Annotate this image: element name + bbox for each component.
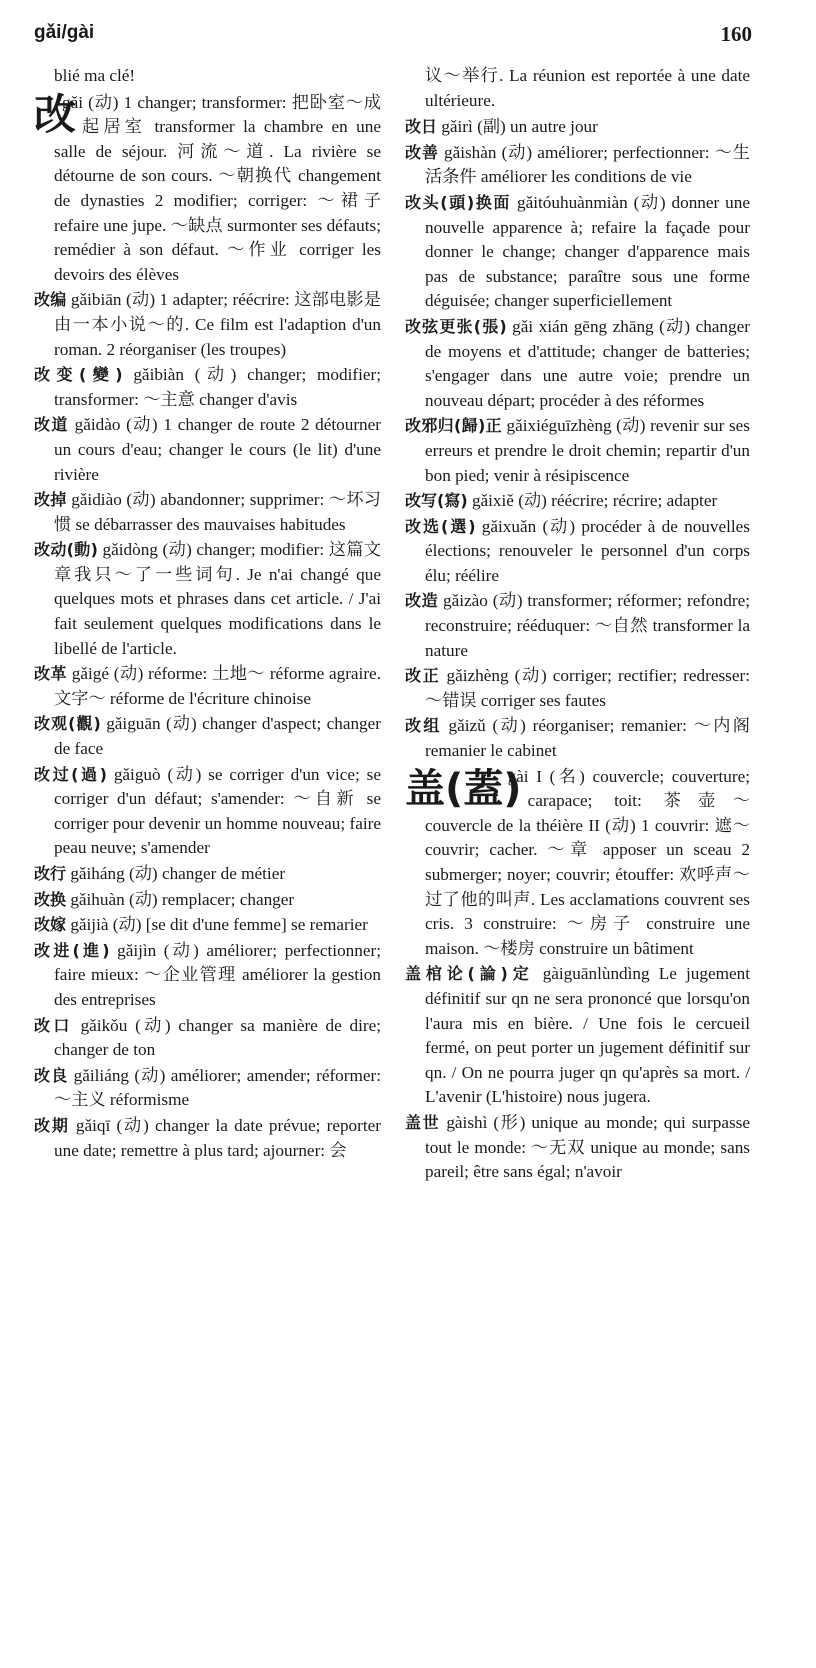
entry-definition: gǎijìn (动) améliorer; perfectionner; faire mieux: ～企业管理 améliorer la gestion des entreprises [54, 940, 381, 1009]
continued-text: blié ma clé! [54, 66, 136, 85]
left-column [34, 64, 381, 1164]
entry-headword: 改头(頭)换面 [405, 192, 512, 212]
entry-definition: gǎishàn (动) améliorer; perfectionner: ～生活条件 améliorer les conditions de vie [425, 142, 750, 187]
entry-headword: 改变(變) [34, 365, 123, 385]
entry-headword: 改过(過) [34, 764, 107, 784]
dictionary-entry [34, 1014, 381, 1063]
entry-definition: gǎibiàn (动) changer; modifier; transformer: ～主意 changer d'avis [54, 365, 381, 409]
dictionary-entry [34, 862, 381, 887]
right-column [405, 64, 750, 1186]
entry-headword: 改组 [405, 716, 442, 736]
entry-headword: 改良 [34, 1065, 69, 1085]
entry-definition: gǎidiào (动) abandonner; supprimer: ～坏习惯 se débarrasser des mauvaises habitudes [54, 490, 381, 534]
entry-definition: gǎizhèng (动) corriger; rectifier; redresser: ～错误 corriger ses fautes [425, 666, 750, 710]
dictionary-entry [34, 712, 381, 761]
entry-headword: 改正 [405, 666, 441, 686]
entry-definition: gǎiháng (动) changer de métier [66, 864, 286, 883]
dictionary-entry [405, 315, 750, 413]
entry-headword: 改造 [405, 591, 439, 611]
entry-headword: 改邪归(歸)正 [405, 416, 502, 436]
entry-definition: gǎibiān (动) 1 adapter; réécrire: 这部电影是由一本小说～的. Ce film est l'adaption d'un roman. 2 réorganiser (les troupes) [54, 290, 381, 359]
entry-headword: 改选(選) [405, 516, 476, 536]
entry-headword: 改行 [34, 864, 67, 883]
entry-headword: 改革 [34, 664, 67, 684]
dictionary-entry-main [34, 91, 381, 288]
dictionary-entry [34, 413, 381, 487]
entry-definition: gǎixiě (动) réécrire; récrire; adapter [467, 491, 718, 511]
entry-definition: gǎitóuhuànmiàn (动) donner une nouvelle apparence à; refaire la façade pour donner le change; changer d'apparence mais pas de substance; paraître sous une forme déguisée; changer superficiellement [425, 192, 750, 311]
entry-headword: 改日 [405, 117, 438, 137]
entry-headword: 改口 [34, 1015, 73, 1035]
dictionary-entry [405, 962, 750, 1110]
entry-headword: 改进(進) [34, 940, 110, 960]
dictionary-entry [34, 288, 381, 362]
dictionary-entry [34, 1114, 381, 1163]
entry-headword: 改观(觀) [34, 714, 101, 734]
dictionary-entry [34, 888, 381, 913]
entry-definition: gǎiguān (动) changer d'aspect; changer de face [54, 714, 381, 759]
dictionary-entry [405, 115, 750, 140]
dictionary-entry [405, 515, 750, 589]
dictionary-entry [405, 714, 750, 763]
entry-definition: gàishì (形) unique au monde; qui surpasse tout le monde: ～无双 unique au monde; sans pareil; être sans égal; n'avoir [425, 1112, 750, 1182]
entry-headword: 改动(動) [34, 540, 98, 560]
entry-headword: 改写(寫) [405, 491, 468, 511]
dictionary-entry [405, 1111, 750, 1185]
entry-definition: gǎixuǎn (动) procéder à de nouvelles élections; renouveler le personnel d'un corps élu; réélire [425, 516, 750, 585]
entry-definition: gǎigé (动) réforme: 土地～ réforme agraire. 文字～ réforme de l'écriture chinoise [54, 664, 381, 708]
dictionary-entry [34, 1064, 381, 1113]
dictionary-entry [34, 488, 381, 537]
entry-definition: gǎirì (副) un autre jour [437, 117, 598, 137]
entry-headword-large: 盖(蓋) [405, 765, 522, 812]
dictionary-entry [34, 363, 381, 412]
page-number: 160 [720, 22, 752, 46]
entry-headword: 改换 [34, 889, 67, 909]
entry-definition: gài I (名) couvercle; couverture; carapace; toit: 茶壶～ couvercle de la théière II (动) 1 couvrir: 遮～ couvrir; cacher. ～章 apposer un sceau 2 submerger; noyer; couvrir; étouffer: 欢呼声～过了他的叫声. Les acclamations couvrent ses cris. 3 construire: ～房子 construire une maison. ～楼房 construire un bâtiment [425, 766, 750, 958]
dictionary-entry [405, 191, 750, 314]
dictionary-entry [405, 489, 750, 514]
dictionary-entry [34, 763, 381, 861]
page-header [34, 22, 752, 52]
entry-headword: 改善 [405, 142, 439, 162]
entry-definition: gǎiliáng (动) améliorer; amender; réformer: ～主义 réformisme [54, 1065, 381, 1110]
entry-headword: 改弦更张(張) [405, 316, 507, 336]
entry-definition: gǎiguò (动) se corriger d'un vice; se corriger d'un défaut; s'amender: ～自新 se corriger pour devenir un homme nouveau; faire peau neuve; s'amender [54, 764, 381, 858]
entry-definition: gǎijià (动) [se dit d'une femme] se remarier [66, 915, 368, 935]
dictionary-entry-main [405, 765, 750, 962]
entry-headword: 改掉 [34, 490, 67, 510]
entry-definition: gǎi (动) 1 changer; transformer: 把卧室～成起居室 transformer la chambre en une salle de séjour. 河流～道. La rivière se détourne de son cours. ～朝换代 changement de dynasties 2 modifier; corriger: ～裙子 refaire une jupe. ～缺点 surmonter ses défauts; remédier à son défaut. ～作业 corriger les devoirs des élèves [54, 92, 381, 284]
entry-headword-large: 改 [34, 89, 77, 139]
entry-definition: gǎixiéguīzhèng (动) revenir sur ses erreurs et prendre le droit chemin; repartir d'un bon pied; venir à résipiscence [425, 416, 750, 485]
entry-definition: gǎidào (动) 1 changer de route 2 détourner un cours d'eau; changer le cours (le lit) d'une rivière [54, 415, 381, 484]
entry-definition: gàiguānlùndìng Le jugement définitif sur qn ne sera prononcé que lorsqu'on l'aura mis en bière. / Une fois le cercueil fermé, on peut porter un jugement définitif sur qn. / On ne pourra juger qn qu'après sa mort. / L'avenir (L'histoire) nous jugera. [425, 964, 750, 1107]
dictionary-entry [405, 141, 750, 190]
dictionary-entry [34, 939, 381, 1013]
entry-definition: gǎidòng (动) changer; modifier: 这篇文章我只～了一些词句. Je n'ai changé que quelques mots et phrases dans cet article. / J'ai fait seulement quelques modifications dans le libellé de l'article. [54, 540, 381, 658]
entry-headword: 盖世 [405, 1112, 441, 1132]
entry-headword: 改道 [34, 415, 69, 435]
entry-definition: gǎiqī (动) changer la date prévue; reporter une date; remettre à plus tard; ajourner: 会 [54, 1115, 381, 1160]
entry-definition: gǎizǔ (动) réorganiser; remanier: ～内阁 remanier le cabinet [425, 716, 750, 761]
continued-text: 议～举行. La réunion est reportée à une date ultérieure. [425, 66, 750, 110]
entry-headword: 盖棺论(論)定 [405, 964, 534, 984]
dictionary-entry [405, 589, 750, 663]
entry-definition: gǎi xián gēng zhāng (动) changer de moyens et d'attitude; changer de batteries; s'engager dans une autre voie; prendre un nouveau départ; procéder à des réformes [425, 316, 750, 410]
running-headword: gǎi/gài [34, 22, 95, 43]
dictionary-entry [405, 664, 750, 713]
entry-definition: gǎikǒu (动) changer sa manière de dire; changer de ton [54, 1015, 381, 1060]
dictionary-entry [34, 538, 381, 661]
entry-definition: gǎizào (动) transformer; réformer; refondre; reconstruire; rééduquer: ～自然 transformer la nature [425, 591, 750, 660]
entry-headword: 改编 [34, 290, 67, 310]
dictionary-entry [34, 662, 381, 711]
entry-headword: 改嫁 [34, 915, 67, 935]
entry-headword: 改期 [34, 1115, 70, 1135]
dictionary-entry [34, 913, 381, 938]
dictionary-entry [405, 414, 750, 488]
entry-definition: gǎihuàn (动) remplacer; changer [66, 889, 295, 909]
